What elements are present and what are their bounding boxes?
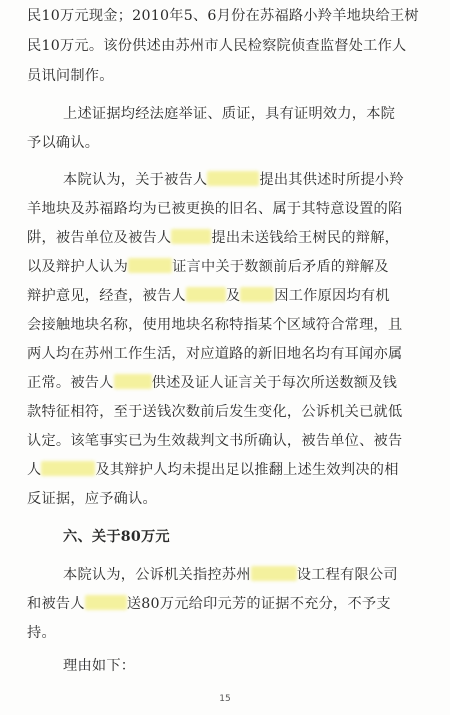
text-segment: 人 xyxy=(27,462,42,478)
text-segment: 正常。被告人 xyxy=(27,375,114,391)
text-segment: 提出未送钱给王树民的辩解， xyxy=(211,230,400,246)
text-line: 理由如下： xyxy=(63,658,136,674)
text-segment: 设工程有限公司 xyxy=(296,567,398,583)
text-segment: 本院认为，公诉机关指控苏州 xyxy=(63,567,251,583)
text-line: 反证据，应予确认。 xyxy=(27,491,157,507)
text-segment: 因工作原因均有机 xyxy=(274,288,390,304)
text-line: 羊地块及苏福路均为已被更换的旧名、属于其特意设置的陷 xyxy=(27,201,403,217)
redaction-mark xyxy=(171,229,211,244)
text-line xyxy=(63,170,404,190)
text-segment: 送80万元给印元芳的证据不充分，不予支 xyxy=(126,596,391,612)
text-line: 持。 xyxy=(27,625,56,641)
text-line: 会接触地块名称，使用地块名称特指某个区域符合常理，且 xyxy=(27,317,403,333)
text-line xyxy=(27,460,399,480)
text-line: 员讯问制作。 xyxy=(27,68,114,84)
text-line: 认定。该笔事实已为生效裁判文书所确认，被告单位、被告 xyxy=(27,433,403,449)
text-line xyxy=(63,565,398,585)
redaction-mark xyxy=(251,566,297,581)
redaction-mark xyxy=(128,258,172,273)
text-segment: 以及辩护人认为 xyxy=(27,259,129,275)
text-line: 予以确认。 xyxy=(27,135,100,151)
redaction-mark xyxy=(207,171,259,186)
text-line: 上述证据均经法庭举证、质证，具有证明效力，本院 xyxy=(63,106,396,122)
section-heading: 六、关于80万元 xyxy=(63,529,170,545)
text-line xyxy=(27,594,391,614)
text-segment: 及 xyxy=(225,288,241,304)
text-segment: 证言中关于数额前后矛盾的辩解及 xyxy=(172,259,389,275)
text-segment: 提出其供述时所提小羚 xyxy=(259,172,404,188)
text-line xyxy=(27,286,390,306)
redaction-mark xyxy=(186,287,226,302)
redaction-mark xyxy=(85,595,127,610)
text-line xyxy=(27,373,397,393)
text-segment: 阱，被告单位及被告人 xyxy=(27,230,172,246)
text-segment: 辩护意见，经查，被告人 xyxy=(27,288,186,304)
text-segment: 和被告人 xyxy=(27,596,85,612)
text-line: 款特征相符，至于送钱次数前后发生变化，公诉机关已就低 xyxy=(27,404,403,420)
text-segment: 本院认为，关于被告人 xyxy=(63,172,208,188)
page-number: 15 xyxy=(219,694,231,704)
text-line: 民10万元。该份供述由苏州市人民检察院侦查监督处工作人 xyxy=(27,38,407,54)
text-line xyxy=(27,257,389,277)
redaction-mark xyxy=(240,287,274,302)
text-line: 两人均在苏州工作生活，对应道路的新旧地名均有耳闻亦属 xyxy=(27,346,403,362)
redaction-mark xyxy=(114,374,152,389)
redaction-mark xyxy=(41,461,95,476)
text-line: 民10万元现金；2010年5、6月份在苏福路小羚羊地块给王树 xyxy=(27,8,419,24)
text-segment: 供述及证人证言关于每次所送数额及钱 xyxy=(151,375,398,391)
text-line xyxy=(27,228,399,248)
text-segment: 及其辩护人均未提出足以推翻上述生效判决的相 xyxy=(95,462,399,478)
